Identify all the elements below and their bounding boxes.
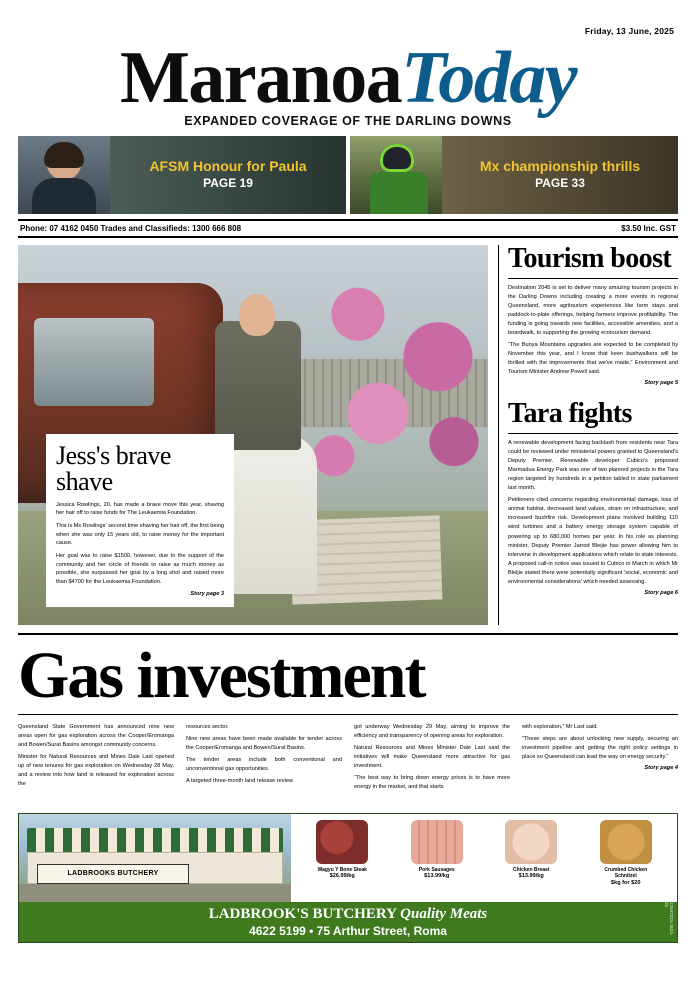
advert-contact: 4622 5199 • 75 Arthur Street, Roma xyxy=(249,923,447,938)
shop-sign-text: LADBROOKS BUTCHERY xyxy=(37,864,189,884)
info-bar xyxy=(18,219,678,238)
motocross-rider-photo xyxy=(350,136,442,214)
story-page-ref: Story page 5 xyxy=(644,380,678,387)
masthead-word-one: Maranoa xyxy=(119,37,402,119)
advert-business-name: LADBROOK'S BUTCHERY xyxy=(208,905,397,922)
crumbed-chicken-photo xyxy=(600,820,652,864)
gas-story-columns xyxy=(18,723,678,807)
story-page-ref: Story page 6 xyxy=(644,589,678,596)
story-paragraph: Minister for Natural Resources and Mines Dale Last opened up of new tenures for gas exploration on Wednesday 28 May, and a review into how land is released for exploration across the xyxy=(18,753,174,787)
product-name: Crumbed Chicken Schnitzel xyxy=(604,866,648,880)
story-paragraph: Natural Resources and Mines Minister Dale Last said the initiatives will make Queensland more attractive for gas investment. xyxy=(354,744,510,769)
promo-headline: Mx championship thrills xyxy=(479,158,641,175)
promo-strip xyxy=(18,136,678,214)
story-headline-tourism-boost: Tourism boost xyxy=(508,242,672,274)
story-paragraph: A renewable development facing backlash from residents near Tara could be reviewed under ministerial powers granted to Queensland's Deputy Premier. Renewable developer Cubico's proposed Marmadua Energy Park was one of two planned projects in the Tara region targeted by hundreds in a petition tabled in state parliament last month. xyxy=(508,440,678,492)
promo-headline: AFSM Honour for Paula xyxy=(149,158,307,175)
lead-photo xyxy=(18,245,488,625)
story-paragraph: resources sector. xyxy=(186,723,229,730)
product-price: $13.99/kg xyxy=(424,873,450,880)
product-price: $kg for $20 xyxy=(610,879,641,886)
contact-info: Phone: 07 4162 0450 Trades and Classifieds: 1300 666 808 xyxy=(20,223,242,233)
story-paragraph: got underway Wednesday 29 May, aiming to improve the efficiency and transparency of opening areas for exploration. xyxy=(354,723,510,739)
chicken-breast-photo xyxy=(505,820,557,864)
masthead xyxy=(18,37,678,129)
product-name: Wagyu Y Bone Steak xyxy=(317,866,367,873)
lead-story-inset xyxy=(46,434,234,607)
product-price: $26.99/kg xyxy=(329,873,355,880)
dateline: Friday, 13 June, 2025 xyxy=(584,26,674,36)
story-paragraph: Nine new areas have been made available for tender across the Cooper/Eromanga and Bowen/Surat Basins. xyxy=(186,735,342,751)
story-column xyxy=(354,723,510,807)
product-name: Chicken Breast xyxy=(513,866,550,873)
lead-story-page-ref: Story page 3 xyxy=(190,590,224,597)
story-paragraph: “The best way to bring down energy prices is to have more energy in the market, and that starts xyxy=(354,774,510,790)
story-column xyxy=(186,723,342,807)
lead-headline: Jess's brave shave xyxy=(56,440,171,496)
product-price: $13.99/kg xyxy=(518,873,544,880)
promo-page-ref: PAGE 33 xyxy=(535,175,585,190)
advert-product[interactable] xyxy=(502,820,560,880)
advert-banner xyxy=(19,902,677,942)
story-paragraph: Queensland State Government has announced nine new areas open for gas exploration across the Cooper/Eromanga and Bowen/Surat Basins amongst community concerns. xyxy=(18,723,174,748)
advert-product[interactable] xyxy=(313,820,371,880)
product-name: Pork Sausages xyxy=(418,866,455,873)
lead-story-block xyxy=(18,245,488,625)
rule xyxy=(18,633,678,635)
main-headline: Gas investment xyxy=(18,638,425,712)
story-paragraph: Petitioners cited concerns regarding environmental damage, loss of animal habitat, decreased land values, strain on infrastructure, and increased bushfire risk. Development plans involved building 110 wind turbines and a battery energy storage system capable of powering up to 680,000 homes per year. In his role as planning minister, Deputy Premier Jarrod Bleijie has power allowing him to intervene in development applications which relate to state interests. A proposed call-in notice was issued to Cubico in March in which Mr Bleijie stated there were potentially significant 'social, economic and environmental considerations' which needed assessing. xyxy=(508,497,678,585)
masthead-title xyxy=(18,37,678,119)
cover-price: $3.50 Inc. GST xyxy=(621,223,676,233)
police-officer-portrait-photo xyxy=(18,136,110,214)
promo-mx-championship[interactable] xyxy=(350,136,678,214)
butcher-shop-exterior-photo xyxy=(19,814,291,902)
story-headline-tara-fights: Tara fights xyxy=(508,398,632,430)
masthead-word-two: Today xyxy=(401,37,577,119)
advert-product[interactable] xyxy=(408,820,466,880)
lead-paragraph: Her goal was to raise $1500, however, due to the support of the community and her circle of friends to raise as much money as possible, she surpassed her goal by a long shot and raised more than $4700 for the Leukaemia Foundation. xyxy=(56,552,224,585)
promo-page-ref: PAGE 19 xyxy=(203,175,253,190)
story-column xyxy=(18,723,174,807)
rule xyxy=(508,433,678,434)
lead-paragraph: Jessica Rowlings, 20, has made a brave move this year, shaving her hair off to raise funds for The Leukaemia Foundation. xyxy=(56,501,224,517)
story-paragraph: A targeted three-month land release review xyxy=(186,777,293,784)
right-column xyxy=(498,242,678,625)
rule xyxy=(18,714,678,715)
story-paragraph: Destination 2045 is set to deliver many amazing tourism projects in the Darling Downs including creating a more events in regional Queensland, more agritourism experiences like farm stays and paddock-to-plate offerings, helping farmers improve profitability. The funding is going towards new facilities, accessible amenities, and a boardwalk, to supporting the growing ecotourism demand. xyxy=(508,284,678,336)
lead-paragraph: This is Ms Rowlings' second time shaving her hair off, the first being when she was only 15 years old, to raise money for the important cause. xyxy=(56,522,224,547)
story-paragraph: The tender areas include both conventional and unconventional gas opportunities. xyxy=(186,756,342,772)
masthead-subtitle: EXPANDED COVERAGE OF THE DARLING DOWNS xyxy=(184,114,512,129)
story-paragraph: “The Bunya Mountains upgrades are expected to be completed by November this year, and I know that keen bushwalkers will be thrilled with the improvements that we've made,” Environment and Tourism Minister Andrew Powell said. xyxy=(508,341,678,375)
advert-product[interactable] xyxy=(597,820,655,886)
advert-tagline: Quality Meats xyxy=(400,905,488,922)
story-paragraph: “These steps are about unlocking new supply, securing an investment pipeline and getting the right policy settings in place so Queensland can lead the way on energy security.” xyxy=(522,735,678,760)
promo-afsm-honour[interactable] xyxy=(18,136,346,214)
main-grid xyxy=(18,242,678,625)
story-page-ref: Story page 4 xyxy=(644,764,678,771)
advert-product-list xyxy=(291,814,677,902)
steak-photo xyxy=(316,820,368,864)
sausages-photo xyxy=(411,820,463,864)
story-column xyxy=(522,723,678,807)
rule xyxy=(508,278,678,279)
advertisement-ladbrooks-butchery[interactable] xyxy=(18,813,678,943)
story-paragraph: with exploration,” Mr Last said. xyxy=(522,723,598,730)
advert-code: 12697324-JB24-25 xyxy=(664,901,674,936)
